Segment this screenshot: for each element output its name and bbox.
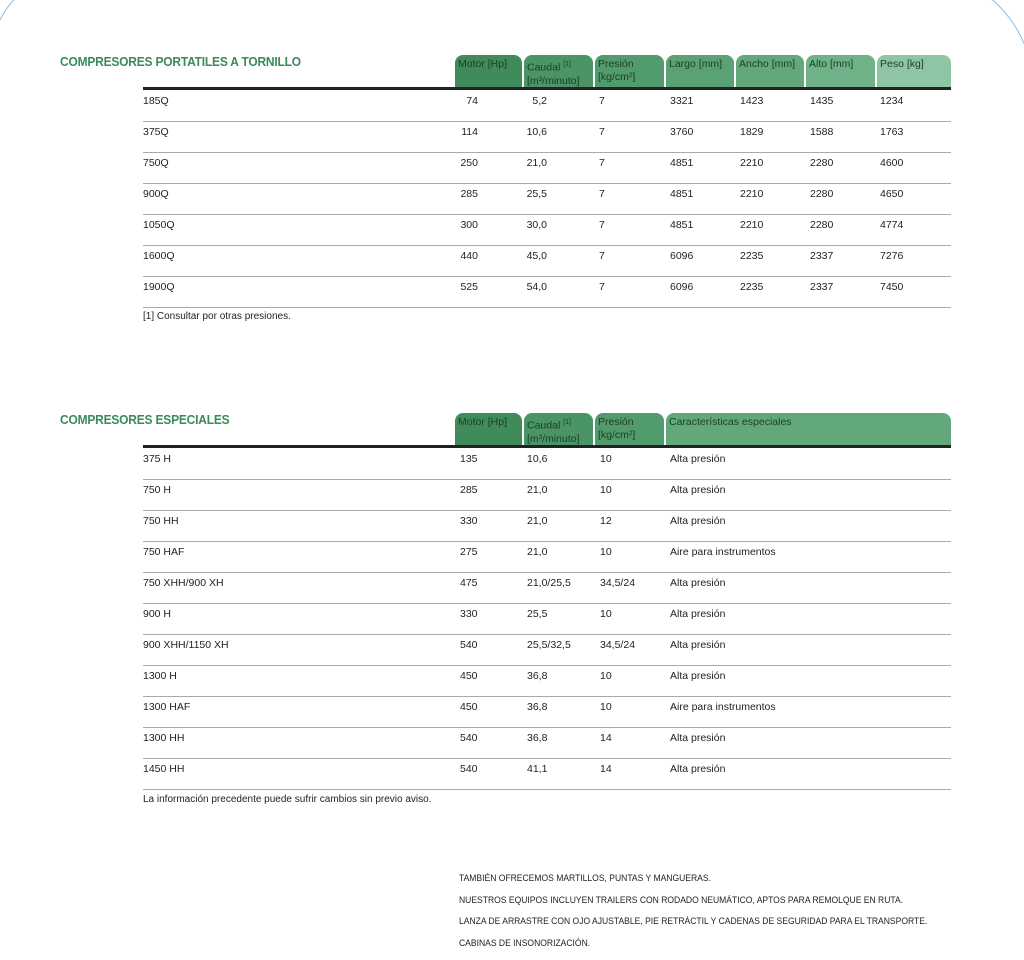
- cell-alto: 2337: [810, 250, 834, 262]
- cell-model: 1300 HH: [143, 732, 185, 744]
- cell-motor: 440: [460, 250, 478, 262]
- footer-line: CABINAS DE INSONORIZACIÓN.: [459, 937, 591, 949]
- cell-motor: 450: [460, 701, 478, 713]
- table-row: [143, 727, 951, 759]
- cell-motor: 74: [466, 95, 478, 107]
- footnote-presiones: [1] Consultar por otras presiones.: [143, 311, 291, 322]
- table-row: [143, 541, 951, 573]
- cell-peso: 1234: [880, 95, 904, 107]
- disclaimer-note: La información precedente puede sufrir cambios sin previo aviso.: [143, 794, 432, 805]
- cell-motor: 300: [460, 219, 478, 231]
- footer-line: NUESTROS EQUIPOS INCLUYEN TRAILERS CON RODADO NEUMÁTICO, APTOS PARA REMOLQUE EN RUTA.: [459, 894, 904, 906]
- column-header: [524, 413, 593, 446]
- cell-model: 900Q: [143, 188, 169, 200]
- cell-largo: 4851: [670, 219, 694, 231]
- table-row: [143, 696, 951, 728]
- cell-model: 750 H: [143, 484, 172, 496]
- cell-model: 375Q: [143, 126, 169, 138]
- cell-model: 1300 H: [143, 670, 177, 682]
- cell-motor: 540: [460, 763, 478, 775]
- cell-ancho: 2235: [740, 281, 764, 293]
- cell-presion: 10: [600, 701, 612, 713]
- cell-peso: 1763: [880, 126, 904, 138]
- cell-presion: 7: [599, 281, 605, 293]
- cell-presion: 12: [600, 515, 612, 527]
- table-row: [143, 214, 951, 246]
- cell-caracteristicas: Alta presión: [670, 453, 726, 465]
- table-row: [143, 572, 951, 604]
- column-header-label: Motor [Hp]: [458, 58, 508, 70]
- cell-ancho: 2210: [740, 157, 764, 169]
- column-header-label: Caudal: [527, 419, 564, 432]
- section-title-portatiles: COMPRESORES PORTATILES A TORNILLO: [60, 54, 301, 69]
- cell-alto: 1588: [810, 126, 834, 138]
- cell-largo: 4851: [670, 157, 694, 169]
- footnote-marker: [1]: [563, 61, 571, 68]
- cell-caudal: 21,0: [526, 157, 547, 169]
- cell-ancho: 2210: [740, 188, 764, 200]
- column-header: [455, 55, 522, 88]
- cell-caracteristicas: Alta presión: [670, 515, 726, 527]
- column-header: [736, 55, 804, 88]
- cell-motor: 250: [460, 157, 478, 169]
- column-header: [595, 55, 664, 88]
- cell-presion: 34,5/24: [600, 639, 636, 651]
- cell-caudal: 45,0: [526, 250, 547, 262]
- column-header-unit: [kg/cm²]: [598, 71, 636, 83]
- cell-ancho: 1829: [740, 126, 764, 138]
- cell-model: 900 XHH/1150 XH: [143, 639, 229, 651]
- cell-caudal: 10,6: [526, 126, 547, 138]
- table-row: [143, 603, 951, 635]
- cell-presion: 7: [599, 95, 605, 107]
- cell-motor: 135: [460, 453, 478, 465]
- cell-model: 750 HH: [143, 515, 179, 527]
- cell-peso: 7276: [880, 250, 904, 262]
- footer-line: LANZA DE ARRASTRE CON OJO AJUSTABLE, PIE RETRÁCTIL Y CADENAS DE SEGURIDAD PARA EL TRANSPORTE.: [459, 916, 928, 927]
- cell-peso: 4600: [880, 157, 904, 169]
- table-row: [143, 152, 951, 184]
- column-header-label: Alto [mm]: [809, 58, 854, 70]
- column-header: [806, 55, 875, 88]
- column-header-label: Caudal: [527, 61, 564, 74]
- cell-largo: 4851: [670, 188, 694, 200]
- cell-model: 185Q: [143, 95, 169, 107]
- footnote-marker: [1]: [563, 419, 571, 426]
- cell-caracteristicas: Aire para instrumentos: [670, 546, 776, 558]
- cell-caudal: 21,0: [527, 515, 548, 527]
- cell-caudal: 36,8: [527, 732, 548, 744]
- column-header-label: Ancho [mm]: [739, 58, 796, 70]
- cell-motor: 285: [460, 188, 478, 200]
- column-header-unit: [m³/minuto]: [527, 432, 580, 445]
- table-row: [143, 634, 951, 666]
- table-row: [143, 121, 951, 153]
- cell-alto: 2280: [810, 219, 834, 231]
- cell-caracteristicas: Alta presión: [670, 577, 726, 589]
- cell-caracteristicas: Alta presión: [670, 732, 726, 744]
- cell-alto: 2280: [810, 188, 834, 200]
- cell-peso: 4774: [880, 219, 904, 231]
- cell-model: 1600Q: [143, 250, 175, 262]
- cell-caudal: 30,0: [526, 219, 547, 231]
- cell-caudal: 25,5: [526, 188, 547, 200]
- cell-motor: 540: [460, 732, 478, 744]
- cell-model: 375 H: [143, 453, 172, 465]
- cell-model: 1900Q: [143, 281, 175, 293]
- column-header-label: Presión: [598, 58, 634, 70]
- column-header: [877, 55, 951, 88]
- column-header: [666, 55, 734, 88]
- cell-ancho: 2235: [740, 250, 764, 262]
- cell-presion: 7: [599, 250, 605, 262]
- cell-largo: 3321: [670, 95, 694, 107]
- table-row: [143, 245, 951, 277]
- cell-caudal: 25,5/32,5: [527, 639, 571, 651]
- cell-alto: 1435: [810, 95, 834, 107]
- cell-caudal: 5,2: [532, 95, 547, 107]
- cell-model: 750 HAF: [143, 546, 185, 558]
- cell-caracteristicas: Alta presión: [670, 763, 726, 775]
- cell-model: 750 XHH/900 XH: [143, 577, 224, 589]
- cell-caudal: 21,0/25,5: [527, 577, 571, 589]
- table-row: [143, 276, 951, 308]
- cell-motor: 540: [460, 639, 478, 651]
- cell-presion: 10: [600, 484, 612, 496]
- column-header: [595, 413, 664, 446]
- footer-line: TAMBIÉN OFRECEMOS MARTILLOS, PUNTAS Y MANGUERAS.: [459, 873, 711, 884]
- cell-largo: 3760: [670, 126, 694, 138]
- column-header-label: Presión: [598, 416, 634, 428]
- cell-presion: 14: [600, 732, 612, 744]
- column-header-label: Peso [kg]: [880, 58, 924, 70]
- table-row: [143, 90, 951, 122]
- cell-caudal: 36,8: [527, 701, 548, 713]
- cell-motor: 275: [460, 546, 478, 558]
- cell-caudal: 10,6: [527, 453, 548, 465]
- cell-caracteristicas: Alta presión: [670, 639, 726, 651]
- table-row: [143, 510, 951, 542]
- footer-text: [459, 868, 927, 954]
- cell-caracteristicas: Alta presión: [670, 484, 726, 496]
- cell-largo: 6096: [670, 281, 694, 293]
- cell-caudal: 25,5: [527, 608, 548, 620]
- cell-caudal: 21,0: [527, 546, 548, 558]
- column-header-label: Características especiales: [669, 416, 792, 428]
- cell-presion: 7: [599, 219, 605, 231]
- column-header-label: Largo [mm]: [669, 58, 723, 70]
- cell-caracteristicas: Aire para instrumentos: [670, 701, 776, 713]
- cell-presion: 34,5/24: [600, 577, 636, 589]
- cell-alto: 2337: [810, 281, 834, 293]
- column-header: [524, 55, 593, 88]
- cell-model: 1050Q: [143, 219, 175, 231]
- column-header-unit: [m³/minuto]: [527, 74, 580, 87]
- cell-model: 900 H: [143, 608, 172, 620]
- table-row: [143, 479, 951, 511]
- cell-motor: 450: [460, 670, 478, 682]
- cell-presion: 10: [600, 546, 612, 558]
- cell-largo: 6096: [670, 250, 694, 262]
- cell-peso: 4650: [880, 188, 904, 200]
- column-header-unit: [kg/cm²]: [598, 429, 636, 441]
- cell-motor: 475: [460, 577, 478, 589]
- table-row: [143, 665, 951, 697]
- table-row: [143, 758, 951, 790]
- cell-ancho: 1423: [740, 95, 764, 107]
- table-row: [143, 448, 951, 480]
- cell-caudal: 36,8: [527, 670, 548, 682]
- cell-presion: 10: [600, 453, 612, 465]
- column-header: [666, 413, 951, 446]
- cell-caudal: 54,0: [526, 281, 547, 293]
- cell-motor: 114: [461, 126, 478, 138]
- cell-presion: 10: [600, 670, 612, 682]
- cell-model: 750Q: [143, 157, 169, 169]
- column-header-label: Motor [Hp]: [458, 416, 508, 428]
- cell-caracteristicas: Alta presión: [670, 670, 726, 682]
- cell-presion: 14: [600, 763, 612, 775]
- section-title-especiales: COMPRESORES ESPECIALES: [60, 412, 230, 427]
- cell-presion: 7: [599, 188, 605, 200]
- cell-presion: 10: [600, 608, 612, 620]
- cell-presion: 7: [599, 126, 605, 138]
- cell-caracteristicas: Alta presión: [670, 608, 726, 620]
- cell-presion: 7: [599, 157, 605, 169]
- cell-model: 1300 HAF: [143, 701, 191, 713]
- cell-peso: 7450: [880, 281, 904, 293]
- cell-model: 1450 HH: [143, 763, 185, 775]
- cell-motor: 525: [460, 281, 478, 293]
- cell-ancho: 2210: [740, 219, 764, 231]
- cell-motor: 330: [460, 608, 478, 620]
- cell-caudal: 21,0: [527, 484, 548, 496]
- column-header: [455, 413, 522, 446]
- cell-alto: 2280: [810, 157, 834, 169]
- cell-caudal: 41,1: [527, 763, 548, 775]
- cell-motor: 330: [460, 515, 478, 527]
- table-row: [143, 183, 951, 215]
- cell-motor: 285: [460, 484, 478, 496]
